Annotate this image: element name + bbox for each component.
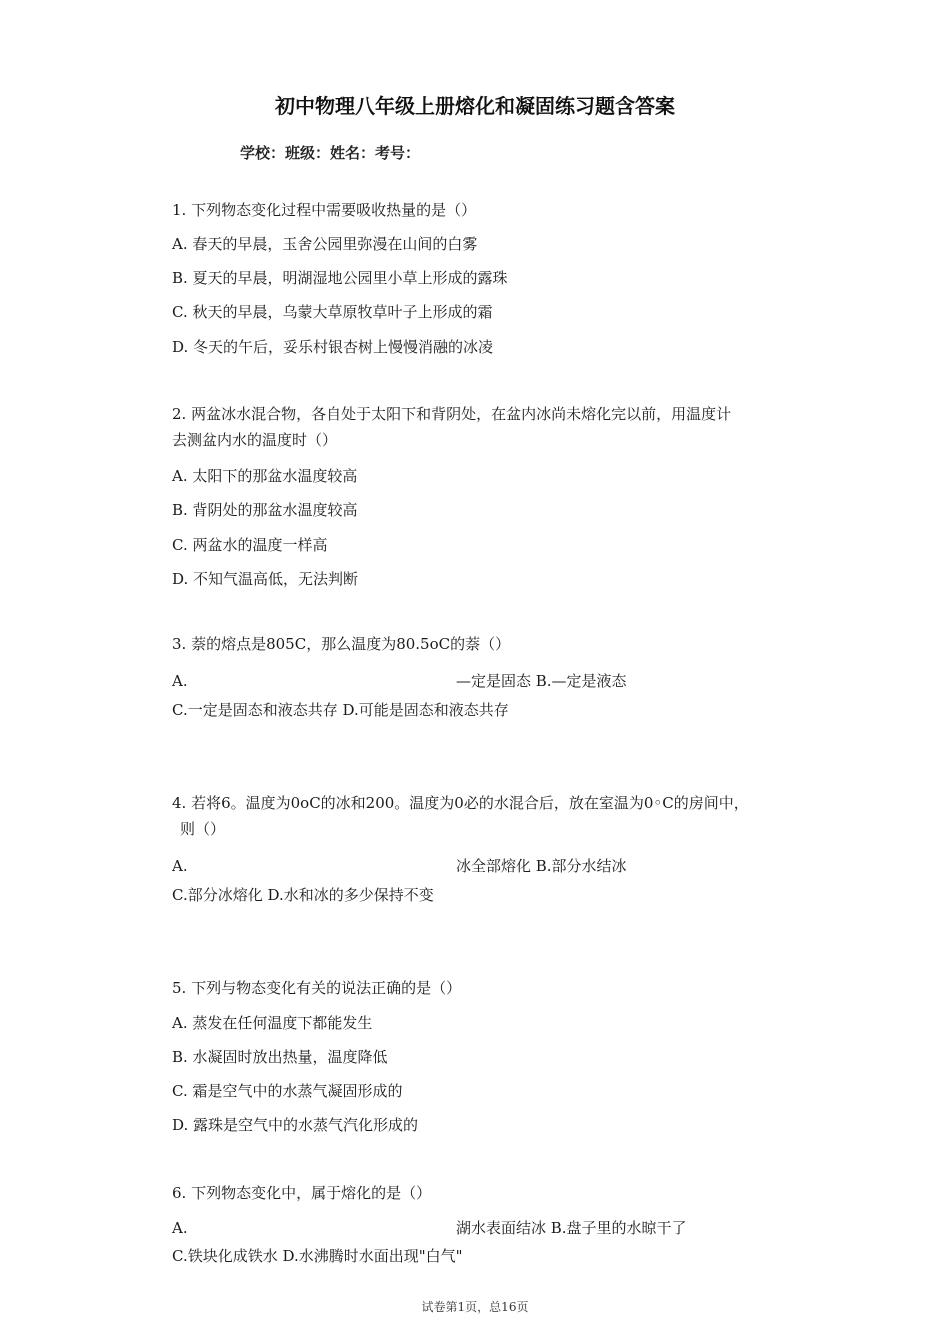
question-4-stem-line-2: 则（） bbox=[180, 820, 226, 838]
question-3-options-cd: C.一定是固态和液态共存 D.可能是固态和液态共存 bbox=[172, 701, 509, 719]
question-6-option-a-label: A. bbox=[172, 1219, 188, 1237]
question-6-options-cd: C.铁块化成铁水 D.水沸腾时水面出现"白气" bbox=[172, 1247, 463, 1265]
page-footer: 试卷第1页，总16页 bbox=[421, 1300, 529, 1314]
question-2-option-b: B. 背阴处的那盆水温度较高 bbox=[172, 501, 358, 519]
page-title: 初中物理八年级上册熔化和凝固练习题含答案 bbox=[275, 94, 675, 118]
question-1-option-b: B. 夏天的早晨，明湖湿地公园里小草上形成的露珠 bbox=[172, 269, 508, 287]
question-5-stem: 5. 下列与物态变化有关的说法正确的是（） bbox=[172, 979, 462, 997]
question-2-stem-line-2: 去测盆内水的温度时（） bbox=[172, 431, 338, 449]
question-2-option-c: C. 两盆水的温度一样高 bbox=[172, 536, 328, 554]
question-2-option-a: A. 太阳下的那盆水温度较高 bbox=[172, 467, 358, 485]
student-info-line: 学校：班级：姓名：考号： bbox=[240, 144, 421, 162]
question-2-stem-line-1: 2. 两盆冰水混合物，各自处于太阳下和背阴处，在盆内冰尚未熔化完以前，用温度计 bbox=[172, 405, 732, 423]
question-4-option-a-label: A. bbox=[172, 857, 188, 875]
question-1-option-d: D. 冬天的午后，妥乐村银杏树上慢慢消融的冰凌 bbox=[172, 338, 494, 356]
question-5-option-a: A. 蒸发在任何温度下都能发生 bbox=[172, 1014, 373, 1032]
question-1-option-c: C. 秋天的早晨，乌蒙大草原牧草叶子上形成的霜 bbox=[172, 303, 493, 321]
question-3-stem: 3. 萘的熔点是805C，那么温度为80.5oC的萘（） bbox=[172, 635, 511, 653]
question-4-stem-line-1: 4. 若将6。温度为0oC的冰和200。温度为0必的水混合后，放在室温为0◦C的房间中， bbox=[172, 794, 749, 812]
question-4-options-ab: 冰全部熔化 B.部分水结冰 bbox=[456, 857, 627, 875]
question-2-option-d: D. 不知气温高低，无法判断 bbox=[172, 570, 359, 588]
question-1-option-a: A. 春天的早晨，玉舍公园里弥漫在山间的白雾 bbox=[172, 235, 478, 253]
question-1-stem: 1. 下列物态变化过程中需要吸收热量的是（） bbox=[172, 201, 477, 219]
question-5-option-b: B. 水凝固时放出热量，温度降低 bbox=[172, 1048, 388, 1066]
question-5-option-c: C. 霜是空气中的水蒸气凝固形成的 bbox=[172, 1082, 403, 1100]
question-3-option-a-label: A. bbox=[172, 672, 188, 690]
question-4-options-cd: C.部分冰熔化 D.水和冰的多少保持不变 bbox=[172, 886, 434, 904]
question-3-options-ab: —定是固态 B.—定是液态 bbox=[456, 672, 627, 690]
question-6-stem: 6. 下列物态变化中，属于熔化的是（） bbox=[172, 1184, 432, 1202]
question-6-options-ab: 湖水表面结冰 B.盘子里的水晾干了 bbox=[456, 1219, 687, 1237]
question-5-option-d: D. 露珠是空气中的水蒸气汽化形成的 bbox=[172, 1116, 419, 1134]
